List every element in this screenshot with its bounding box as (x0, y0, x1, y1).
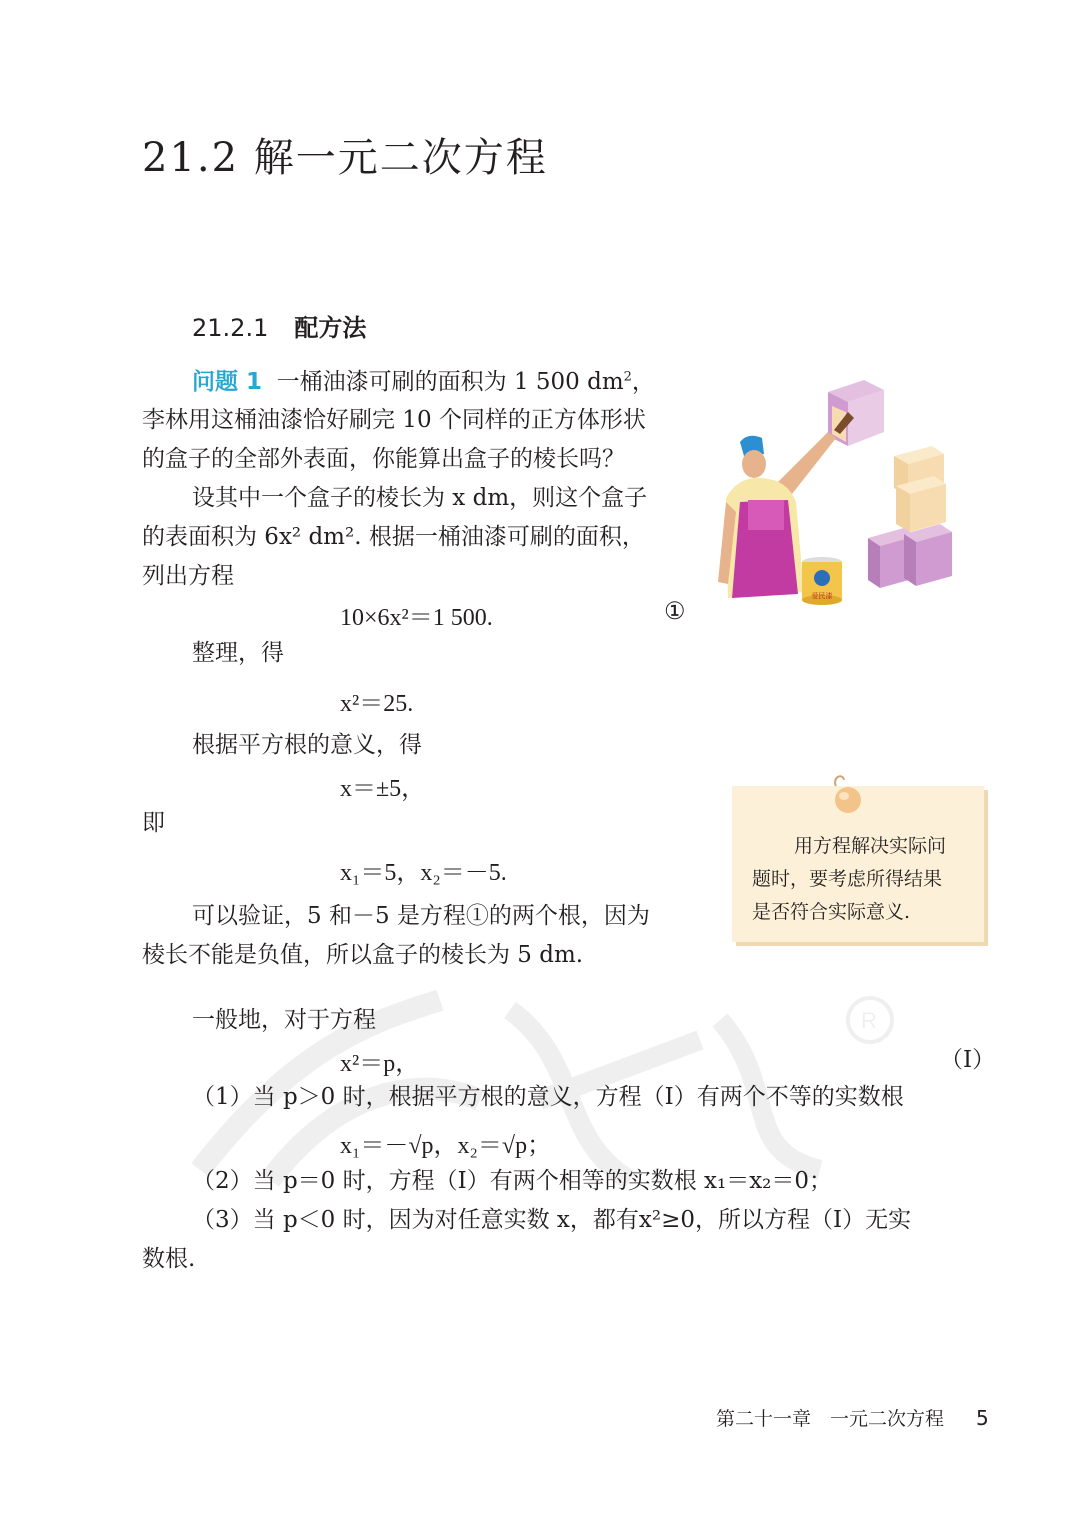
problem-label: 问题 1 (192, 369, 263, 395)
ie-text: 即 (142, 810, 165, 836)
equation-1: 10×6x²＝1 500. (340, 605, 493, 631)
note-line-3: 是否符合实际意义. (752, 901, 911, 923)
page-number: 5 (976, 1406, 989, 1430)
page-footer (716, 1404, 989, 1431)
paint-can-label: 爱民漆 (811, 592, 833, 600)
section-title: 21.2 解一元二次方程 (142, 135, 548, 181)
equation-1-marker: ① (664, 599, 686, 625)
general-intro: 一般地，对于方程 (192, 1007, 376, 1033)
case-3-line-2: 数根. (142, 1246, 196, 1272)
cube-cream-2 (896, 476, 946, 532)
general-equation-tag: （Ⅰ） (940, 1047, 996, 1073)
equation-2: x²＝25. (340, 691, 414, 717)
sqrt-meaning-text: 根据平方根的意义，得 (192, 732, 422, 758)
subsection-heading (192, 308, 366, 343)
problem-text-1: 一桶油漆可刷的面积为 1 500 dm (276, 369, 624, 395)
verify-line-2: 棱长不能是负值，所以盒子的棱长为 5 dm. (142, 942, 584, 968)
case-2-text: （2）当 p＝0 时，方程（Ⅰ）有两个相等的实数根 x₁＝x₂＝0； (192, 1168, 833, 1194)
paint-can-icon (802, 557, 842, 605)
note-line-1: 用方程解决实际问 (794, 835, 947, 857)
solution-line-1: 设其中一个盒子的棱长为 x dm，则这个盒子 (192, 485, 648, 511)
note-line-2: 题时，要考虑所得结果 (752, 868, 943, 890)
problem-line-1: 问题 1 一桶油漆可刷的面积为 1 500 $dm^2$， (192, 369, 655, 395)
cube-purple-2 (904, 524, 952, 586)
general-equation: x²＝p， (340, 1051, 420, 1077)
subsection-number: 21.2.1 (192, 314, 269, 342)
case-3-line-1: （3）当 p＜0 时，因为对任意实数 x，都有x²≥0，所以方程（Ⅰ）无实 (192, 1207, 912, 1233)
equation-4: x₁＝5，x₂＝－5. (340, 860, 507, 886)
painter-illustration (718, 372, 980, 608)
svg-text:R: R (861, 1008, 877, 1033)
footer-chapter: 第二十一章 一元二次方程 (716, 1408, 945, 1430)
equation-3: x＝±5， (340, 776, 426, 802)
case-1-roots: x₁＝－√p，x₂＝√p； (340, 1133, 552, 1159)
problem-line-3: 的盒子的全部外表面，你能算出盒子的棱长吗？ (142, 446, 625, 472)
arrange-text: 整理，得 (192, 640, 284, 666)
verify-line-1: 可以验证，5 和－5 是方程①的两个根，因为 (192, 903, 650, 929)
subsection-name: 配方法 (294, 314, 367, 342)
problem-line-2: 李林用这桶油漆恰好刷完 10 个同样的正方体形状 (142, 407, 646, 433)
pushpin-icon (828, 772, 868, 818)
solution-line-3: 列出方程 (142, 563, 234, 589)
case-1-text: （1）当 p＞0 时，根据平方根的意义，方程（Ⅰ）有两个不等的实数根 (192, 1084, 904, 1110)
solution-line-2: 的表面积为 6x² dm². 根据一桶油漆可刷的面积， (142, 524, 645, 550)
cube-top (828, 380, 884, 446)
side-note (732, 786, 984, 942)
side-note-text (752, 830, 946, 929)
